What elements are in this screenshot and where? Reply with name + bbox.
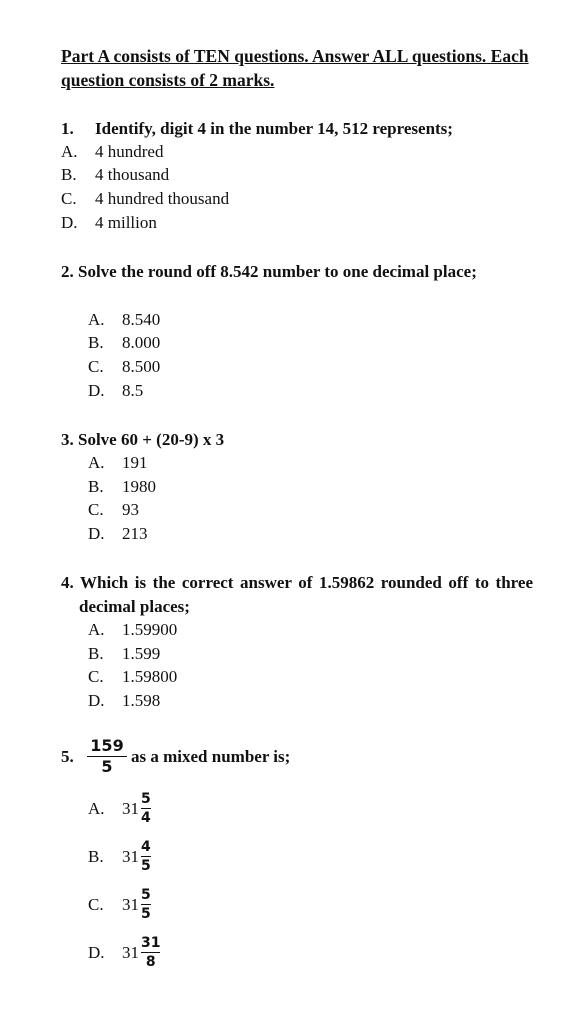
option-1b[interactable] — [61, 163, 169, 186]
option-5b[interactable] — [88, 840, 151, 873]
question-text: Solve the round off 8.542 number to one decimal place; — [78, 262, 477, 281]
option-letter: B. — [88, 847, 104, 866]
mixed-fraction — [141, 840, 151, 873]
option-text: 4 hundred thousand — [95, 189, 230, 208]
question-fraction — [87, 738, 127, 775]
mixed-fraction — [141, 936, 160, 969]
fraction-numerator: 5 — [141, 791, 151, 807]
option-letter: A. — [88, 620, 105, 639]
option-letter: A. — [88, 453, 105, 472]
option-1a[interactable] — [61, 140, 163, 163]
mixed-whole: 31 — [122, 943, 139, 962]
option-text: 1.599 — [122, 644, 161, 663]
question-2 — [61, 260, 533, 284]
question-number: 5. — [61, 746, 74, 766]
fraction-denominator: 8 — [145, 954, 156, 970]
option-3b[interactable] — [88, 475, 156, 498]
part-a-instructions: Part A consists of TEN questions. Answer ALL questions. Each question consists of 2 marks. — [61, 46, 529, 90]
option-letter: C. — [88, 500, 104, 519]
fraction-bar — [141, 952, 160, 953]
option-2d[interactable] — [88, 379, 143, 402]
option-text: 8.5 — [122, 381, 144, 400]
question-number: 1. — [61, 119, 74, 138]
question-number: 4. — [61, 573, 74, 592]
fraction-numerator: 31 — [141, 935, 161, 951]
fraction-denominator: 5 — [141, 906, 151, 922]
option-letter: A. — [88, 310, 105, 329]
option-text: 1980 — [122, 477, 156, 496]
option-letter: B. — [88, 333, 104, 352]
fraction-denominator: 5 — [141, 858, 151, 874]
fraction-denominator: 5 — [101, 757, 113, 776]
question-text: Which is the correct answer of 1.59862 rounded off to three decimal places; — [79, 573, 533, 616]
question-1 — [61, 117, 541, 141]
option-letter: C. — [88, 357, 104, 376]
option-4c[interactable] — [88, 665, 177, 688]
question-4 — [61, 571, 533, 619]
option-text: 213 — [122, 524, 148, 543]
option-2a[interactable] — [88, 308, 160, 331]
mixed-fraction — [141, 792, 151, 825]
option-letter: A. — [61, 142, 78, 161]
option-4d[interactable] — [88, 689, 160, 712]
question-text: Identify, digit 4 in the number 14, 512 represents; — [95, 119, 453, 138]
option-text: 8.540 — [122, 310, 161, 329]
question-text: as a mixed number is; — [131, 746, 291, 766]
mixed-fraction — [141, 888, 151, 921]
option-letter: D. — [88, 524, 105, 543]
fraction-bar — [141, 856, 151, 857]
option-letter: D. — [88, 943, 105, 962]
option-text: 191 — [122, 453, 148, 472]
option-letter: B. — [88, 477, 104, 496]
option-text: 4 million — [95, 213, 157, 232]
option-4b[interactable] — [88, 642, 160, 665]
option-3a[interactable] — [88, 451, 148, 474]
fraction-numerator: 4 — [141, 839, 151, 855]
option-letter: C. — [88, 895, 104, 914]
option-2b[interactable] — [88, 331, 160, 354]
option-text: 1.59900 — [122, 620, 178, 639]
fraction-bar — [141, 808, 151, 809]
question-5 — [61, 738, 533, 775]
option-letter: C. — [61, 189, 77, 208]
option-2c[interactable] — [88, 355, 160, 378]
option-letter: D. — [88, 691, 105, 710]
option-letter: B. — [88, 644, 104, 663]
fraction-numerator: 5 — [141, 887, 151, 903]
option-text: 8.500 — [122, 357, 161, 376]
option-3c[interactable] — [88, 498, 139, 521]
mixed-whole: 31 — [122, 847, 139, 866]
option-text: 8.000 — [122, 333, 161, 352]
option-letter: D. — [61, 213, 78, 232]
option-5a[interactable] — [88, 792, 151, 825]
question-text: Solve 60 + (20-9) x 3 — [78, 430, 225, 449]
option-letter: C. — [88, 667, 104, 686]
option-4a[interactable] — [88, 618, 177, 641]
option-text: 1.598 — [122, 691, 161, 710]
option-5d[interactable] — [88, 936, 160, 969]
question-number: 2. — [61, 262, 74, 281]
option-text: 4 hundred — [95, 142, 164, 161]
question-3 — [61, 428, 533, 452]
mixed-whole: 31 — [122, 799, 139, 818]
option-letter: D. — [88, 381, 105, 400]
mixed-whole: 31 — [122, 895, 139, 914]
option-text: 1.59800 — [122, 667, 178, 686]
question-number: 3. — [61, 430, 74, 449]
option-letter: A. — [88, 799, 105, 818]
fraction-bar — [141, 904, 151, 905]
option-letter: B. — [61, 165, 77, 184]
option-text: 93 — [122, 500, 139, 519]
option-1d[interactable] — [61, 211, 157, 234]
option-3d[interactable] — [88, 522, 148, 545]
fraction-numerator: 159 — [90, 736, 124, 755]
option-1c[interactable] — [61, 187, 229, 210]
option-5c[interactable] — [88, 888, 151, 921]
fraction-denominator: 4 — [141, 810, 151, 826]
option-text: 4 thousand — [95, 165, 170, 184]
